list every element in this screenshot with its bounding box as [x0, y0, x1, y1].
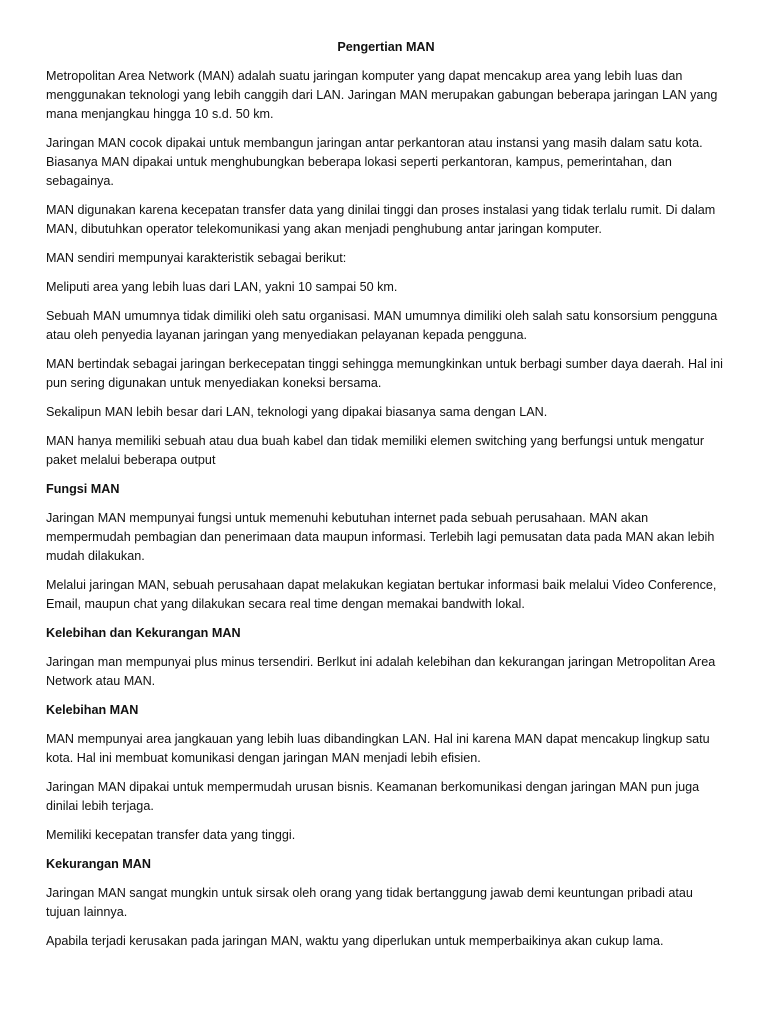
heading-kekurangan: Kekurangan MAN [46, 857, 151, 871]
paragraph-characteristic-speed: MAN bertindak sebagai jaringan berkecepatan tinggi sehingga memungkinkan untuk berbagi sumber daya daerah. Hal ini pun sering digunakan untuk menyediakan koneksi bersama. [46, 357, 723, 390]
paragraph-characteristic-cable: MAN hanya memiliki sebuah atau dua buah kabel dan tidak memiliki elemen switching yang berfungsi untuk mengatur paket melalui beberapa output [46, 434, 705, 467]
heading-kelebihan-kekurangan: Kelebihan dan Kekurangan MAN [46, 626, 241, 640]
paragraph-kelebihan-1: MAN mempunyai area jangkauan yang lebih luas dibandingkan LAN. Hal ini karena MAN dapat mencakup lingkup satu kota. Hal ini membuat komunikasi dengan jaringan MAN menjadi lebih efisien. [46, 732, 710, 765]
paragraph-fungsi-1: Jaringan MAN mempunyai fungsi untuk memenuhi kebutuhan internet pada sebuah perusahaan. MAN akan mempermudah pembagian dan penerimaan data maupun informasi. Terlebih lagi pemusatan data pada MAN akan lebih mudah dilakukan. [46, 511, 715, 563]
heading-fungsi: Fungsi MAN [46, 482, 120, 496]
paragraph-kekurangan-2: Apabila terjadi kerusakan pada jaringan MAN, waktu yang diperlukan untuk memperbaikinya akan cukup lama. [46, 934, 664, 948]
paragraph-fungsi-2: Melalui jaringan MAN, sebuah perusahaan dapat melakukan kegiatan bertukar informasi baik melalui Video Conference, Email, maupun chat yang dilakukan secara real time dengan memakai bandwith lokal. [46, 578, 717, 611]
document-page [46, 38, 726, 961]
heading-kelebihan: Kelebihan MAN [46, 703, 139, 717]
paragraph-kelebihan-3: Memiliki kecepatan transfer data yang tinggi. [46, 828, 296, 842]
paragraph-reason: MAN digunakan karena kecepatan transfer data yang dinilai tinggi dan proses instalasi yang tidak terlalu rumit. Di dalam MAN, dibutuhkan operator telekomunikasi yang akan menjadi penghubung antar jaringan komputer. [46, 203, 716, 236]
paragraph-kelebihan-kekurangan-intro: Jaringan man mempunyai plus minus tersendiri. Berlkut ini adalah kelebihan dan kekurangan jaringan Metropolitan Area Network atau MAN. [46, 655, 716, 688]
paragraph-kekurangan-1: Jaringan MAN sangat mungkin untuk sirsak oleh orang yang tidak bertanggung jawab demi keuntungan pribadi atau tujuan lainnya. [46, 886, 693, 919]
paragraph-characteristic-technology: Sekalipun MAN lebih besar dari LAN, teknologi yang dipakai biasanya sama dengan LAN. [46, 405, 548, 419]
paragraph-kelebihan-2: Jaringan MAN dipakai untuk mempermudah urusan bisnis. Keamanan berkomunikasi dengan jaringan MAN pun juga dinilai lebih terjaga. [46, 780, 700, 813]
paragraph-characteristic-ownership: Sebuah MAN umumnya tidak dimiliki oleh satu organisasi. MAN umumnya dimiliki oleh salah satu konsorsium pengguna atau oleh penyedia layanan jaringan yang menyediakan pelayanan kepada pengguna. [46, 309, 718, 342]
page-title: Pengertian MAN [337, 40, 435, 54]
paragraph-characteristic-area: Meliputi area yang lebih luas dari LAN, yakni 10 sampai 50 km. [46, 280, 398, 294]
paragraph-usage: Jaringan MAN cocok dipakai untuk membangun jaringan antar perkantoran atau instansi yang masih dalam satu kota. Biasanya MAN dipakai untuk menghubungkan beberapa lokasi seperti perkantoran, kampus, pemerintahan, dan sebagainya. [46, 136, 703, 188]
paragraph-definition: Metropolitan Area Network (MAN) adalah suatu jaringan komputer yang dapat mencakup area yang lebih luas dan menggunakan teknologi yang lebih canggih dari LAN. Jaringan MAN merupakan gabungan beberapa jaringan LAN yang mana menjangkau hingga 10 s.d. 50 km. [46, 69, 718, 121]
paragraph-characteristics-intro: MAN sendiri mempunyai karakteristik sebagai berikut: [46, 251, 347, 265]
